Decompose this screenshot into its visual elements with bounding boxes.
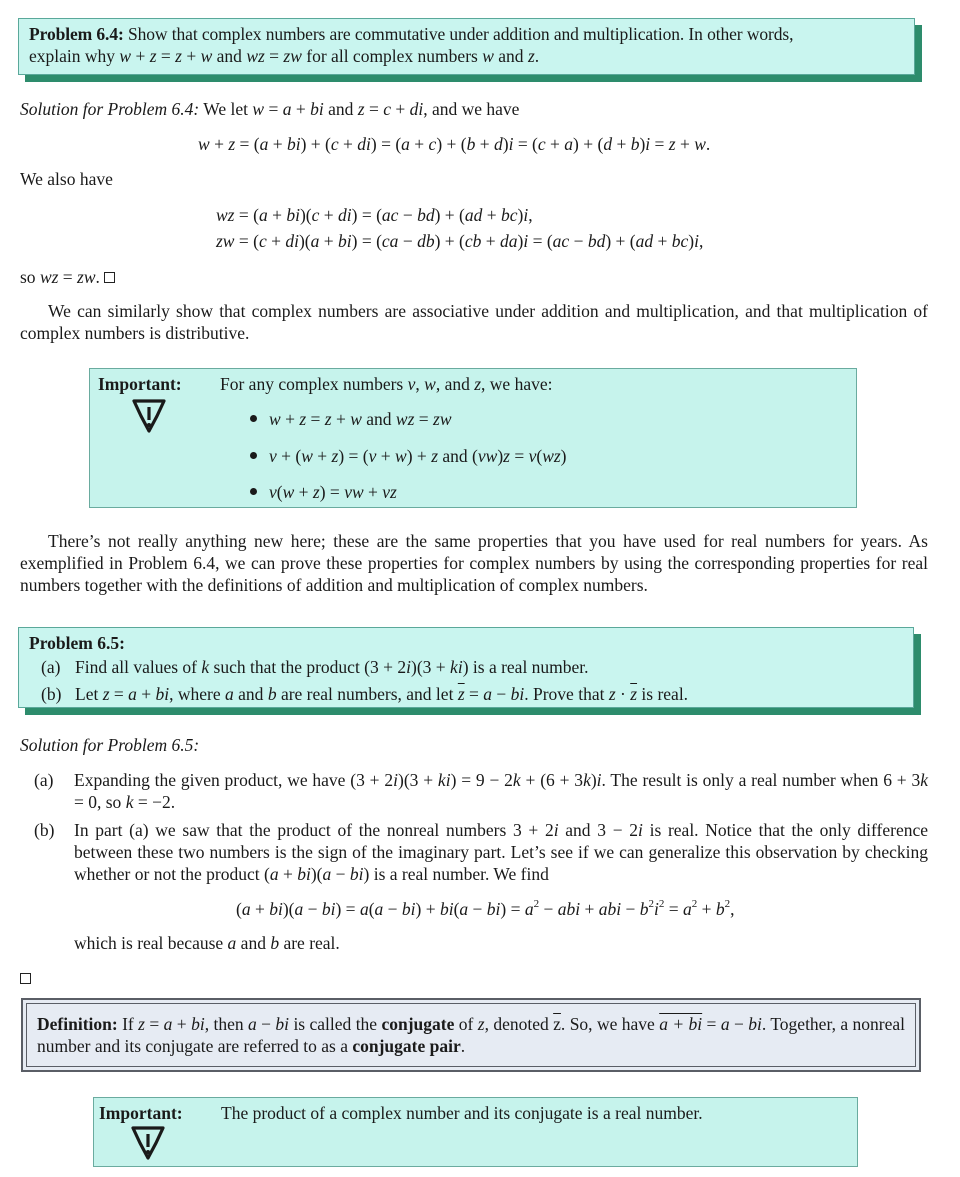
bullet-text: v + (w + z) = (v + w) + z and (vw)z = v(wz) [269, 446, 567, 466]
problem-6-4-line1: Show that complex numbers are commutative under addition and multiplication. In other words, [123, 24, 794, 44]
important-conjugate-text: The product of a complex number and its conjugate is a real number. [221, 1103, 703, 1123]
equation-zw: zw = (c + di)(a + bi) = (ca − db) + (cb + da)i = (ac − bd) + (ad + bc)i, [216, 231, 704, 251]
equation-conjugate-product: $(a + bi)(a - bi) = a(a - bi) + bi(a - bi) = a^2$ − abi + abi − $b^2i^2 = a^2 + b^2$, [236, 898, 735, 919]
bullet-dot-icon [250, 488, 257, 495]
bullet-item-associative [250, 445, 567, 467]
problem-6-4-text [29, 23, 904, 45]
qed-square-icon [20, 973, 31, 984]
problem-6-5-title: Problem 6.5: [29, 633, 125, 653]
qed-square-icon [104, 272, 115, 283]
solution-6-4-heading: Solution for Problem 6.4: [20, 99, 200, 119]
problem-6-4-title: Problem 6.4: [29, 24, 124, 44]
problem-6-5-part-b [41, 683, 688, 705]
important-label: Important: [98, 374, 182, 394]
problem-6-5-part-a [41, 656, 589, 678]
important-box-conjugate [93, 1097, 858, 1167]
similarly-paragraph: We can similarly show that complex numbers are associative under addition and multiplication, and that multiplication of complex numbers is distributive. [20, 301, 928, 343]
solution-6-4-intro [20, 98, 519, 120]
bullet-text: w + z = z + w and wz = zw [269, 409, 452, 429]
part-label: (a) [34, 770, 54, 790]
after-equation-text: which is real because a and b are real. [74, 933, 340, 953]
part-text: Find all values of k such that the product (3 + 2i)(3 + ki) is a real number. [75, 657, 589, 677]
solution-6-5-heading: Solution for Problem 6.5: [20, 735, 200, 755]
conclusion-text: so wz = zw. [20, 267, 100, 287]
part-label: (b) [41, 684, 62, 704]
warning-icon [129, 1124, 167, 1162]
equation-sum-commutative: w + z = (a + bi) + (c + di) = (a + c) + (b + d)i = (c + a) + (d + b)i = z + w. [198, 134, 711, 154]
important-box-properties [89, 368, 857, 508]
part-b-text: In part (a) we saw that the product of the nonreal numbers 3 + 2i and 3 − 2i is real. Notice that the only difference between these two numbers is the sign of the imaginary part. Let’s see if we can generalize this observation by checking whether or not the product (a + bi)(a − bi) is a real number. We find [74, 820, 929, 884]
solution-6-5-part-b [34, 819, 928, 885]
solution-6-4-intro-text: We let w = a + bi and z = c + di, and we have [199, 99, 520, 119]
bullet-item-distributive [250, 481, 397, 503]
nothing-new-paragraph: There’s not really anything new here; these are the same properties that you have used for real numbers for years. As exemplified in Problem 6.4, we can prove these properties for complex numbers by using the corresponding properties for real numbers together with the definitions of addition and multiplication of complex numbers. [20, 531, 928, 595]
part-text: Let z = a + bi, where a and b are real numbers, and let $\overline{z} = a$ − bi. Prove that $z \cdot \overline{z}$ is real. [75, 684, 689, 704]
part-label: (a) [41, 657, 61, 677]
bullet-item-commutative [250, 408, 452, 430]
problem-6-4-line2: explain why w + z = z + w and wz = zw for all complex numbers w and z. [29, 46, 540, 66]
we-also-have: We also have [20, 169, 113, 189]
solution-6-5-part-a [34, 769, 928, 813]
bullet-dot-icon [250, 452, 257, 459]
bullet-text: v(w + z) = vw + vz [269, 482, 397, 502]
problem-6-4-box [18, 18, 915, 75]
part-a-text: Expanding the given product, we have (3 + 2i)(3 + ki) = 9 − 2k + (6 + 3k)i. The result is only a real number when 6 + 3k = 0, so k = −2. [74, 770, 929, 812]
definition-box [21, 998, 921, 1072]
equation-wz: wz = (a + bi)(c + di) = (ac − bd) + (ad + bc)i, [216, 205, 533, 225]
important-intro: For any complex numbers v, w, and z, we have: [220, 374, 553, 394]
solution-6-4-conclusion [20, 266, 115, 288]
important-label: Important: [99, 1103, 183, 1123]
definition-text: Definition: If z = a + bi, then a − bi is called the conjugate of z, denoted $\overline{z}$. So, we have a + bi = a − bi. Together, a nonreal number and its conjugate are referred to as a conjugate pair. [37, 1014, 905, 1056]
part-label: (b) [34, 820, 55, 840]
problem-6-5-box [18, 627, 914, 708]
bullet-dot-icon [250, 415, 257, 422]
warning-icon [130, 397, 168, 435]
